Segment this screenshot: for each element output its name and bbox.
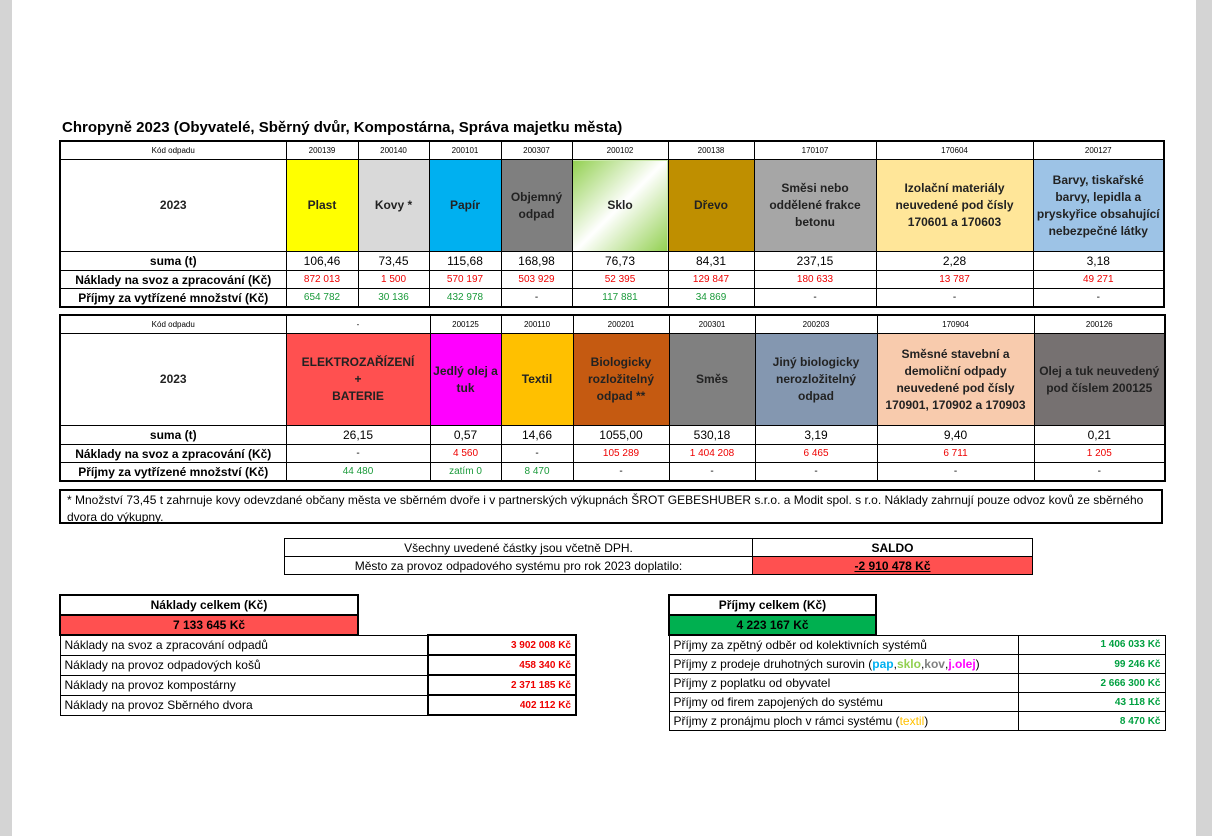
elektro-line-3: BATERIE bbox=[332, 389, 384, 403]
income-summary-row bbox=[669, 635, 1165, 655]
income-row-value: 1 406 033 Kč bbox=[1018, 635, 1165, 655]
waste-name-nebio: Jiný biologicky nerozložitelný odpad bbox=[755, 334, 877, 426]
sum-cell: 9,40 bbox=[877, 426, 1034, 445]
income-row-value: 43 118 Kč bbox=[1018, 693, 1165, 712]
sum-label: suma (t) bbox=[60, 252, 286, 271]
income-cell: - bbox=[877, 463, 1034, 482]
code-cell: 170604 bbox=[876, 141, 1033, 160]
income-cell: 654 782 bbox=[286, 289, 358, 308]
cost-row-label: Náklady na svoz a zpracování odpadů bbox=[60, 635, 428, 655]
cost-summary-row bbox=[60, 675, 576, 695]
sum-cell: 0,21 bbox=[1034, 426, 1165, 445]
cost-cell: 49 271 bbox=[1033, 271, 1164, 289]
sum-label: suma (t) bbox=[60, 426, 286, 445]
cost-row-value: 2 371 185 Kč bbox=[428, 675, 576, 695]
cost-cell: 1 500 bbox=[358, 271, 429, 289]
sum-cell: 106,46 bbox=[286, 252, 358, 271]
saldo-table bbox=[284, 538, 1033, 575]
code-cell: 200126 bbox=[1034, 315, 1165, 334]
name-row bbox=[60, 334, 1165, 426]
textil-tag: textil bbox=[899, 714, 925, 728]
income-cell: 44 480 bbox=[286, 463, 430, 482]
income-summary-row bbox=[669, 712, 1165, 731]
sum-cell: 2,28 bbox=[876, 252, 1033, 271]
income-cell: zatím 0 bbox=[430, 463, 501, 482]
code-cell: 200139 bbox=[286, 141, 358, 160]
year-cell: 2023 bbox=[60, 160, 286, 252]
sklo-tag: sklo bbox=[896, 657, 921, 671]
cost-cell: 13 787 bbox=[876, 271, 1033, 289]
income-cell: - bbox=[754, 289, 876, 308]
income-row-label: Příjmy od firem zapojených do systému bbox=[669, 693, 1018, 712]
income-row-label: Příjmy z pronájmu ploch v rámci systému (textil) bbox=[669, 712, 1018, 731]
sum-cell: 0,57 bbox=[430, 426, 501, 445]
cost-row-label: Náklady na provoz kompostárny bbox=[60, 675, 428, 695]
costs-table bbox=[59, 594, 577, 716]
waste-name-papir: Papír bbox=[429, 160, 501, 252]
income-cell: - bbox=[1033, 289, 1164, 308]
elektro-line-2: + bbox=[354, 372, 362, 386]
income-cell: 117 881 bbox=[572, 289, 668, 308]
code-cell: 170904 bbox=[877, 315, 1034, 334]
page-title: Chropyně 2023 (Obyvatelé, Sběrný dvůr, Kompostárna, Správa majetku města) bbox=[62, 119, 623, 136]
olej-tag: j.olej bbox=[948, 657, 976, 671]
code-cell: 170107 bbox=[754, 141, 876, 160]
name-row bbox=[60, 160, 1164, 252]
waste-name-izolace: Izolační materiály neuvedené pod čísly 170601 a 170603 bbox=[876, 160, 1033, 252]
cost-row-value: 458 340 Kč bbox=[428, 655, 576, 675]
income-cell: - bbox=[501, 289, 572, 308]
code-label: Kód odpadu bbox=[60, 141, 286, 160]
income-row-label: Příjmy za zpětný odběr od kolektivních systémů bbox=[669, 635, 1018, 655]
cost-cell: 6 711 bbox=[877, 445, 1034, 463]
waste-table-2 bbox=[59, 314, 1166, 482]
waste-name-olej: Jedlý olej a tuk bbox=[430, 334, 501, 426]
waste-name-smes: Směs bbox=[669, 334, 755, 426]
income-label: Příjmy za vytřízené množství (Kč) bbox=[60, 289, 286, 308]
saldo-value: -2 910 478 Kč bbox=[753, 557, 1033, 575]
cost-cell: 180 633 bbox=[754, 271, 876, 289]
cost-row-label: Náklady na provoz Sběrného dvora bbox=[60, 695, 428, 715]
pap-tag: pap bbox=[872, 657, 894, 671]
saldo-label: SALDO bbox=[753, 539, 1033, 557]
income-row-label: Příjmy z poplatku od obyvatel bbox=[669, 674, 1018, 693]
income-cell: 8 470 bbox=[501, 463, 573, 482]
income-row bbox=[60, 289, 1164, 308]
code-cell: 200138 bbox=[668, 141, 754, 160]
income-summary-row bbox=[669, 674, 1165, 693]
sum-cell: 14,66 bbox=[501, 426, 573, 445]
sum-cell: 76,73 bbox=[572, 252, 668, 271]
cost-cell: 872 013 bbox=[286, 271, 358, 289]
sum-cell: 3,18 bbox=[1033, 252, 1164, 271]
cost-row bbox=[60, 271, 1164, 289]
cost-cell: 4 560 bbox=[430, 445, 501, 463]
cost-label: Náklady na svoz a zpracování (Kč) bbox=[60, 445, 286, 463]
sum-cell: 73,45 bbox=[358, 252, 429, 271]
income-cell: - bbox=[669, 463, 755, 482]
costs-total: 7 133 645 Kč bbox=[60, 615, 358, 635]
code-cell: 200125 bbox=[430, 315, 501, 334]
income-label: Příjmy za vytřízené množství (Kč) bbox=[60, 463, 286, 482]
sum-cell: 3,19 bbox=[755, 426, 877, 445]
cost-row bbox=[60, 445, 1165, 463]
income-table bbox=[668, 594, 1166, 731]
code-row bbox=[60, 315, 1165, 334]
code-cell: 200127 bbox=[1033, 141, 1164, 160]
cost-row-value: 402 112 Kč bbox=[428, 695, 576, 715]
waste-name-olej-tuk: Olej a tuk neuvedený pod číslem 200125 bbox=[1034, 334, 1165, 426]
cost-cell: 105 289 bbox=[573, 445, 669, 463]
income-cell: - bbox=[573, 463, 669, 482]
income-cell: 432 978 bbox=[429, 289, 501, 308]
cost-summary-row bbox=[60, 695, 576, 715]
cost-cell: - bbox=[286, 445, 430, 463]
cost-cell: 129 847 bbox=[668, 271, 754, 289]
income-row-value: 99 246 Kč bbox=[1018, 655, 1165, 674]
waste-name-sklo: Sklo bbox=[572, 160, 668, 252]
sum-cell: 168,98 bbox=[501, 252, 572, 271]
code-cell: 200201 bbox=[573, 315, 669, 334]
footnote: * Množství 73,45 t zahrnuje kovy odevzdané občany města ve sběrném dvoře i v partnerských výkupnách ŠROT GEBESHUBER s.r.o. a Modit spol. s r.o. Náklady zahrnují pouze odvoz kovů ze sběrného dvora do výkupny. bbox=[59, 489, 1163, 524]
income-header: Příjmy celkem (Kč) bbox=[669, 595, 876, 615]
sum-row bbox=[60, 252, 1164, 271]
waste-name-stavebni: Směsné stavební a demoliční odpady neuvedené pod čísly 170901, 170902 a 170903 bbox=[877, 334, 1034, 426]
cost-cell: 1 205 bbox=[1034, 445, 1165, 463]
code-label: Kód odpadu bbox=[60, 315, 286, 334]
code-cell: 200307 bbox=[501, 141, 572, 160]
code-cell: 200203 bbox=[755, 315, 877, 334]
cost-summary-row bbox=[60, 635, 576, 655]
waste-table-1 bbox=[59, 140, 1165, 308]
code-cell: 200110 bbox=[501, 315, 573, 334]
sum-cell: 115,68 bbox=[429, 252, 501, 271]
cost-cell: 503 929 bbox=[501, 271, 572, 289]
waste-name-plast: Plast bbox=[286, 160, 358, 252]
waste-name-beton: Směsi nebo oddělené frakce betonu bbox=[754, 160, 876, 252]
waste-name-elektro bbox=[286, 334, 430, 426]
cost-summary-row bbox=[60, 655, 576, 675]
waste-name-drevo: Dřevo bbox=[668, 160, 754, 252]
sum-cell: 1055,00 bbox=[573, 426, 669, 445]
cost-cell: 1 404 208 bbox=[669, 445, 755, 463]
income-row-label: Příjmy z prodeje druhotných surovin (pap,sklo,kov,j.olej) bbox=[669, 655, 1018, 674]
elektro-line-1: ELEKTROZAŘÍZENÍ bbox=[301, 355, 415, 369]
sum-cell: 530,18 bbox=[669, 426, 755, 445]
cost-cell: 52 395 bbox=[572, 271, 668, 289]
sum-cell: 84,31 bbox=[668, 252, 754, 271]
sum-cell: 26,15 bbox=[286, 426, 430, 445]
income-summary-row bbox=[669, 655, 1165, 674]
income-cell: - bbox=[755, 463, 877, 482]
income-row-value: 8 470 Kč bbox=[1018, 712, 1165, 731]
income-cell: 34 869 bbox=[668, 289, 754, 308]
income-row bbox=[60, 463, 1165, 482]
waste-name-bio: Biologicky rozložitelný odpad ** bbox=[573, 334, 669, 426]
income-summary-row bbox=[669, 693, 1165, 712]
code-cell: 200102 bbox=[572, 141, 668, 160]
income-cell: - bbox=[876, 289, 1033, 308]
waste-name-kovy: Kovy * bbox=[358, 160, 429, 252]
sum-row bbox=[60, 426, 1165, 445]
income-row-value: 2 666 300 Kč bbox=[1018, 674, 1165, 693]
costs-header: Náklady celkem (Kč) bbox=[60, 595, 358, 615]
saldo-desc: Město za provoz odpadového systému pro rok 2023 doplatilo: bbox=[285, 557, 753, 575]
cost-row-label: Náklady na provoz odpadových košů bbox=[60, 655, 428, 675]
income-total: 4 223 167 Kč bbox=[669, 615, 876, 635]
year-cell: 2023 bbox=[60, 334, 286, 426]
cost-cell: - bbox=[501, 445, 573, 463]
cost-cell: 6 465 bbox=[755, 445, 877, 463]
waste-name-objemny: Objemný odpad bbox=[501, 160, 572, 252]
waste-name-barvy: Barvy, tiskařské barvy, lepidla a pryskyřice obsahující nebezpečné látky bbox=[1033, 160, 1164, 252]
income-cell: 30 136 bbox=[358, 289, 429, 308]
code-cell: 200140 bbox=[358, 141, 429, 160]
cost-cell: 570 197 bbox=[429, 271, 501, 289]
cost-row-value: 3 902 008 Kč bbox=[428, 635, 576, 655]
vat-note: Všechny uvedené částky jsou včetně DPH. bbox=[285, 539, 753, 557]
code-row bbox=[60, 141, 1164, 160]
sum-cell: 237,15 bbox=[754, 252, 876, 271]
income-cell: - bbox=[1034, 463, 1165, 482]
code-cell: 200101 bbox=[429, 141, 501, 160]
code-cell: - bbox=[286, 315, 430, 334]
waste-name-textil: Textil bbox=[501, 334, 573, 426]
cost-label: Náklady na svoz a zpracování (Kč) bbox=[60, 271, 286, 289]
code-cell: 200301 bbox=[669, 315, 755, 334]
kov-tag: kov bbox=[924, 657, 945, 671]
